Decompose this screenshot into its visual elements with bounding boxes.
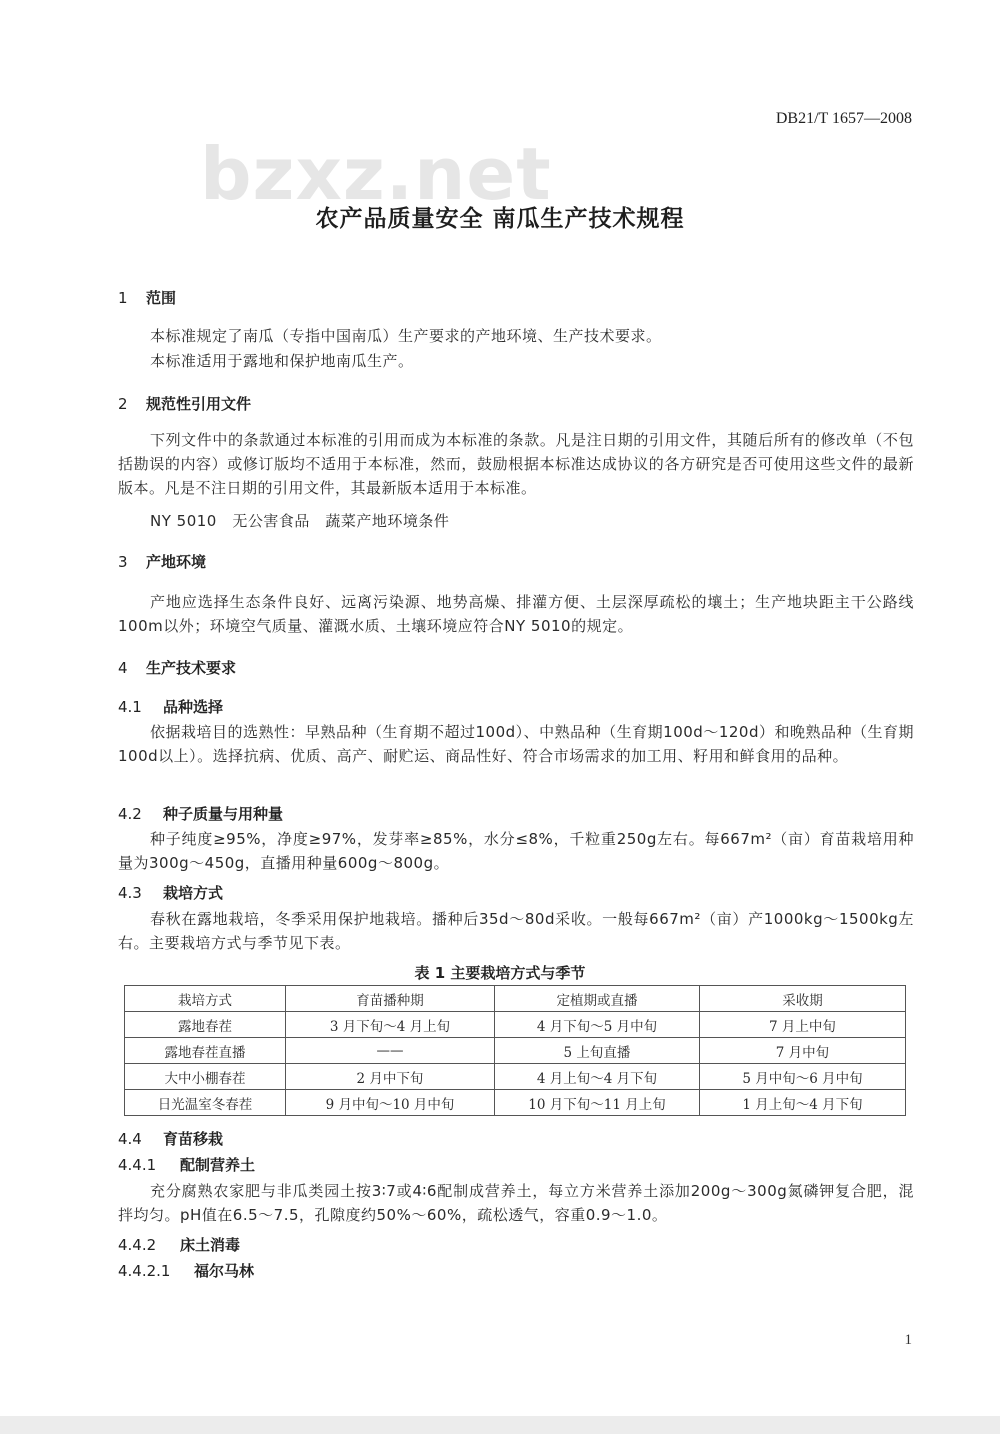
section-1-heading <box>118 287 176 308</box>
table-cell: 露地春茬 <box>125 1012 286 1038</box>
viewer-bottom-bar <box>0 1416 1000 1434</box>
section-4-1-heading <box>118 696 223 717</box>
section-2-reference: NY 5010 无公害食品 蔬菜产地环境条件 <box>150 512 450 530</box>
table-cell: 9 月中旬～10 月中旬 <box>286 1090 495 1116</box>
section-4-4-2-heading <box>118 1234 240 1255</box>
section-number: 4.4.2 <box>118 1236 157 1254</box>
section-number: 4 <box>118 659 128 677</box>
table-header-cell: 采收期 <box>700 986 906 1012</box>
section-title: 育苗移栽 <box>163 1130 224 1148</box>
section-number: 4.4 <box>118 1130 142 1148</box>
section-4-4-1-heading <box>118 1154 255 1175</box>
table-row <box>125 1090 906 1116</box>
section-title: 栽培方式 <box>163 884 224 902</box>
table-cell: 10 月下旬～11 月上旬 <box>495 1090 700 1116</box>
table-header-cell: 定植期或直播 <box>495 986 700 1012</box>
standard-code: DB21/T 1657—2008 <box>775 110 912 127</box>
table-header-row <box>125 986 906 1012</box>
section-4-2-paragraph: 种子纯度≥95%，净度≥97%，发芽率≥85%，水分≤8%，千粒重250g左右。每667m²（亩）育苗栽培用种量为300g～450g，直播用种量600g～800g。 <box>118 830 914 872</box>
table-header-cell: 栽培方式 <box>125 986 286 1012</box>
table-cell: 5 月中旬～6 月中旬 <box>700 1064 906 1090</box>
table-header-cell: 育苗播种期 <box>286 986 495 1012</box>
section-4-1-paragraph: 依据栽培目的选熟性：早熟品种（生育期不超过100d）、中熟品种（生育期100d～120d）和晚熟品种（生育期100d以上）。选择抗病、优质、高产、耐贮运、商品性好、符合市场需求的加工用、籽用和鲜食用的品种。 <box>118 723 914 765</box>
section-title: 产地环境 <box>146 553 207 571</box>
section-4-4-2-1-heading <box>118 1260 254 1281</box>
table-cell: 5 上旬直播 <box>495 1038 700 1064</box>
table-cell: 露地春茬直播 <box>125 1038 286 1064</box>
section-title: 范围 <box>146 289 177 307</box>
table-cell: 大中小棚春茬 <box>125 1064 286 1090</box>
table-row <box>125 1012 906 1038</box>
section-number: 2 <box>118 395 128 413</box>
table-cell: 日光温室冬春茬 <box>125 1090 286 1116</box>
table-row <box>125 1064 906 1090</box>
section-title: 规范性引用文件 <box>146 395 252 413</box>
section-number: 4.1 <box>118 698 142 716</box>
table-cell: 3 月下旬～4 月上旬 <box>286 1012 495 1038</box>
section-number: 4.4.2.1 <box>118 1262 171 1280</box>
section-number: 4.3 <box>118 884 142 902</box>
table-cell: 2 月中下旬 <box>286 1064 495 1090</box>
table-cell: 7 月上中旬 <box>700 1012 906 1038</box>
section-title: 生产技术要求 <box>146 659 237 677</box>
section-number: 4.4.1 <box>118 1156 157 1174</box>
section-4-3-paragraph: 春秋在露地栽培，冬季采用保护地栽培。播种后35d～80d采收。一般每667m²（亩）产1000kg～1500kg左右。主要栽培方式与季节见下表。 <box>118 910 914 952</box>
section-title: 种子质量与用种量 <box>163 805 284 823</box>
table-cell: 7 月中旬 <box>700 1038 906 1064</box>
section-3-paragraph: 产地应选择生态条件良好、远离污染源、地势高燥、排灌方便、土层深厚疏松的壤土；生产地块距主干公路线100m以外；环境空气质量、灌溉水质、土壤环境应符合NY 5010的规定。 <box>118 593 914 635</box>
section-title: 床土消毒 <box>180 1236 241 1254</box>
cultivation-table <box>124 985 906 1116</box>
table-cell: —— <box>286 1038 495 1064</box>
section-title: 福尔马林 <box>194 1262 255 1280</box>
table-row <box>125 1038 906 1064</box>
table-caption: 表 1 主要栽培方式与季节 <box>414 964 586 982</box>
watermark: bzxz.net <box>200 132 552 216</box>
section-number: 1 <box>118 289 128 307</box>
page-number: 1 <box>904 1332 912 1348</box>
section-title: 品种选择 <box>163 698 224 716</box>
section-1-paragraph-1: 本标准规定了南瓜（专指中国南瓜）生产要求的产地环境、生产技术要求。 <box>150 327 662 345</box>
table-cell: 1 月上旬～4 月下旬 <box>700 1090 906 1116</box>
section-4-2-heading <box>118 803 283 824</box>
document-title: 农产品质量安全 南瓜生产技术规程 <box>315 206 685 232</box>
section-title: 配制营养土 <box>180 1156 256 1174</box>
section-number: 4.2 <box>118 805 142 823</box>
section-4-4-heading <box>118 1128 223 1149</box>
section-2-paragraph: 下列文件中的条款通过本标准的引用而成为本标准的条款。凡是注日期的引用文件，其随后所有的修改单（不包括勘误的内容）或修订版均不适用于本标准，然而，鼓励根据本标准达成协议的各方研究是否可使用这些文件的最新版本。凡是不注日期的引用文件，其最新版本适用于本标准。 <box>118 431 914 497</box>
table-cell: 4 月上旬～4 月下旬 <box>495 1064 700 1090</box>
table-cell: 4 月下旬～5 月中旬 <box>495 1012 700 1038</box>
section-2-heading <box>118 393 251 414</box>
section-1-paragraph-2: 本标准适用于露地和保护地南瓜生产。 <box>150 352 414 370</box>
section-4-3-heading <box>118 882 223 903</box>
section-number: 3 <box>118 553 128 571</box>
section-4-heading <box>118 657 236 678</box>
section-4-4-1-paragraph: 充分腐熟农家肥与非瓜类园土按3∶7或4∶6配制成营养土，每立方米营养土添加200g～300g氮磷钾复合肥，混拌均匀。pH值在6.5～7.5，孔隙度约50%～60%，疏松透气，容重0.9～1.0。 <box>118 1182 914 1224</box>
section-3-heading <box>118 551 206 572</box>
